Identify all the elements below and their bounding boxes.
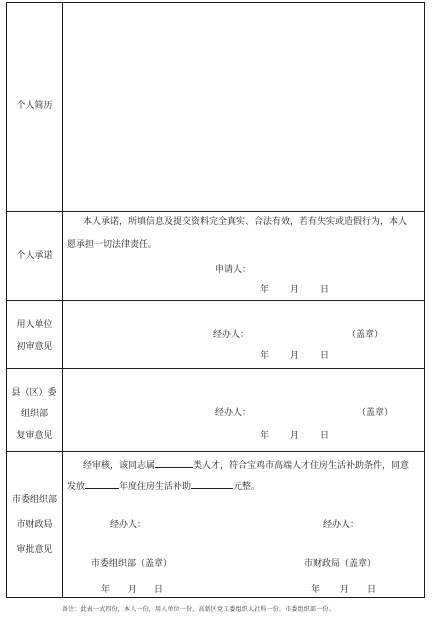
city-handler-right: 经办人： (323, 520, 360, 530)
employer-label-line1: 用人单位 (16, 320, 53, 330)
approval-text: 发放 (67, 482, 86, 492)
date-month: 月 (340, 585, 350, 595)
talent-category-field[interactable] (155, 458, 193, 468)
commitment-text-line1: 本人承诺，所填信息及提交资料完全真实、合法有效，若有失实或造假行为，本人 (83, 217, 408, 227)
county-label-line2: 组织部 (20, 409, 48, 419)
date-day: 日 (320, 285, 330, 295)
row-divider (7, 451, 424, 452)
application-form-table (6, 2, 425, 598)
date-year: 年 (260, 431, 270, 441)
approval-text-line1 (83, 458, 409, 472)
county-seal: （盖章） (357, 408, 394, 418)
date-year: 年 (311, 585, 321, 595)
date-month: 月 (128, 585, 138, 595)
employer-seal: （盖章） (347, 330, 384, 340)
commitment-text-line2: 愿承担一切法律责任。 (67, 240, 158, 250)
approval-text-line2 (67, 479, 260, 493)
row-divider (7, 300, 424, 301)
date-day: 日 (154, 585, 164, 595)
city-label-line2: 市财政局 (16, 520, 53, 530)
applicant-label: 申请人： (215, 265, 252, 275)
employer-label-line2: 初审意见 (16, 342, 53, 352)
date-day: 日 (367, 585, 377, 595)
commitment-label: 个人承诺 (16, 251, 53, 261)
approval-text: 年度住房生活补助 (119, 482, 192, 492)
date-year: 年 (260, 351, 270, 361)
date-month: 月 (290, 351, 300, 361)
approval-text: 类人才，符合宝鸡市高端人才住房生活补助条件，同意 (193, 461, 410, 471)
date-year: 年 (260, 285, 270, 295)
footnote: 备注：此表一式四份，本人一份，用人单位一份，高新区党工委组织人社科一份，市委组织部一份。 (62, 606, 335, 613)
county-label-line3: 复审意见 (16, 431, 53, 441)
resume-label: 个人简历 (16, 101, 53, 111)
date-year: 年 (101, 585, 111, 595)
city-label-line1: 市委组织部 (11, 495, 57, 505)
resume-field[interactable] (63, 3, 424, 211)
date-month: 月 (290, 285, 300, 295)
amount-field[interactable] (191, 479, 233, 489)
date-day: 日 (320, 351, 330, 361)
date-month: 月 (290, 431, 300, 441)
employer-handler-label: 经办人： (213, 330, 250, 340)
county-label-line1: 县（区）委 (11, 388, 57, 398)
date-day: 日 (320, 431, 330, 441)
approval-text: 元整。 (233, 482, 261, 492)
city-handler-left: 经办人： (110, 520, 147, 530)
year-field[interactable] (85, 479, 119, 489)
row-divider (7, 368, 424, 369)
county-handler-label: 经办人： (215, 408, 252, 418)
org-seal-left: 市委组织部（盖章） (91, 559, 173, 569)
approval-text: 经审核，该同志属 (83, 461, 156, 471)
row-divider (7, 211, 424, 212)
city-label-line3: 审批意见 (16, 545, 53, 555)
org-seal-right: 市财政局（盖章） (304, 559, 377, 569)
